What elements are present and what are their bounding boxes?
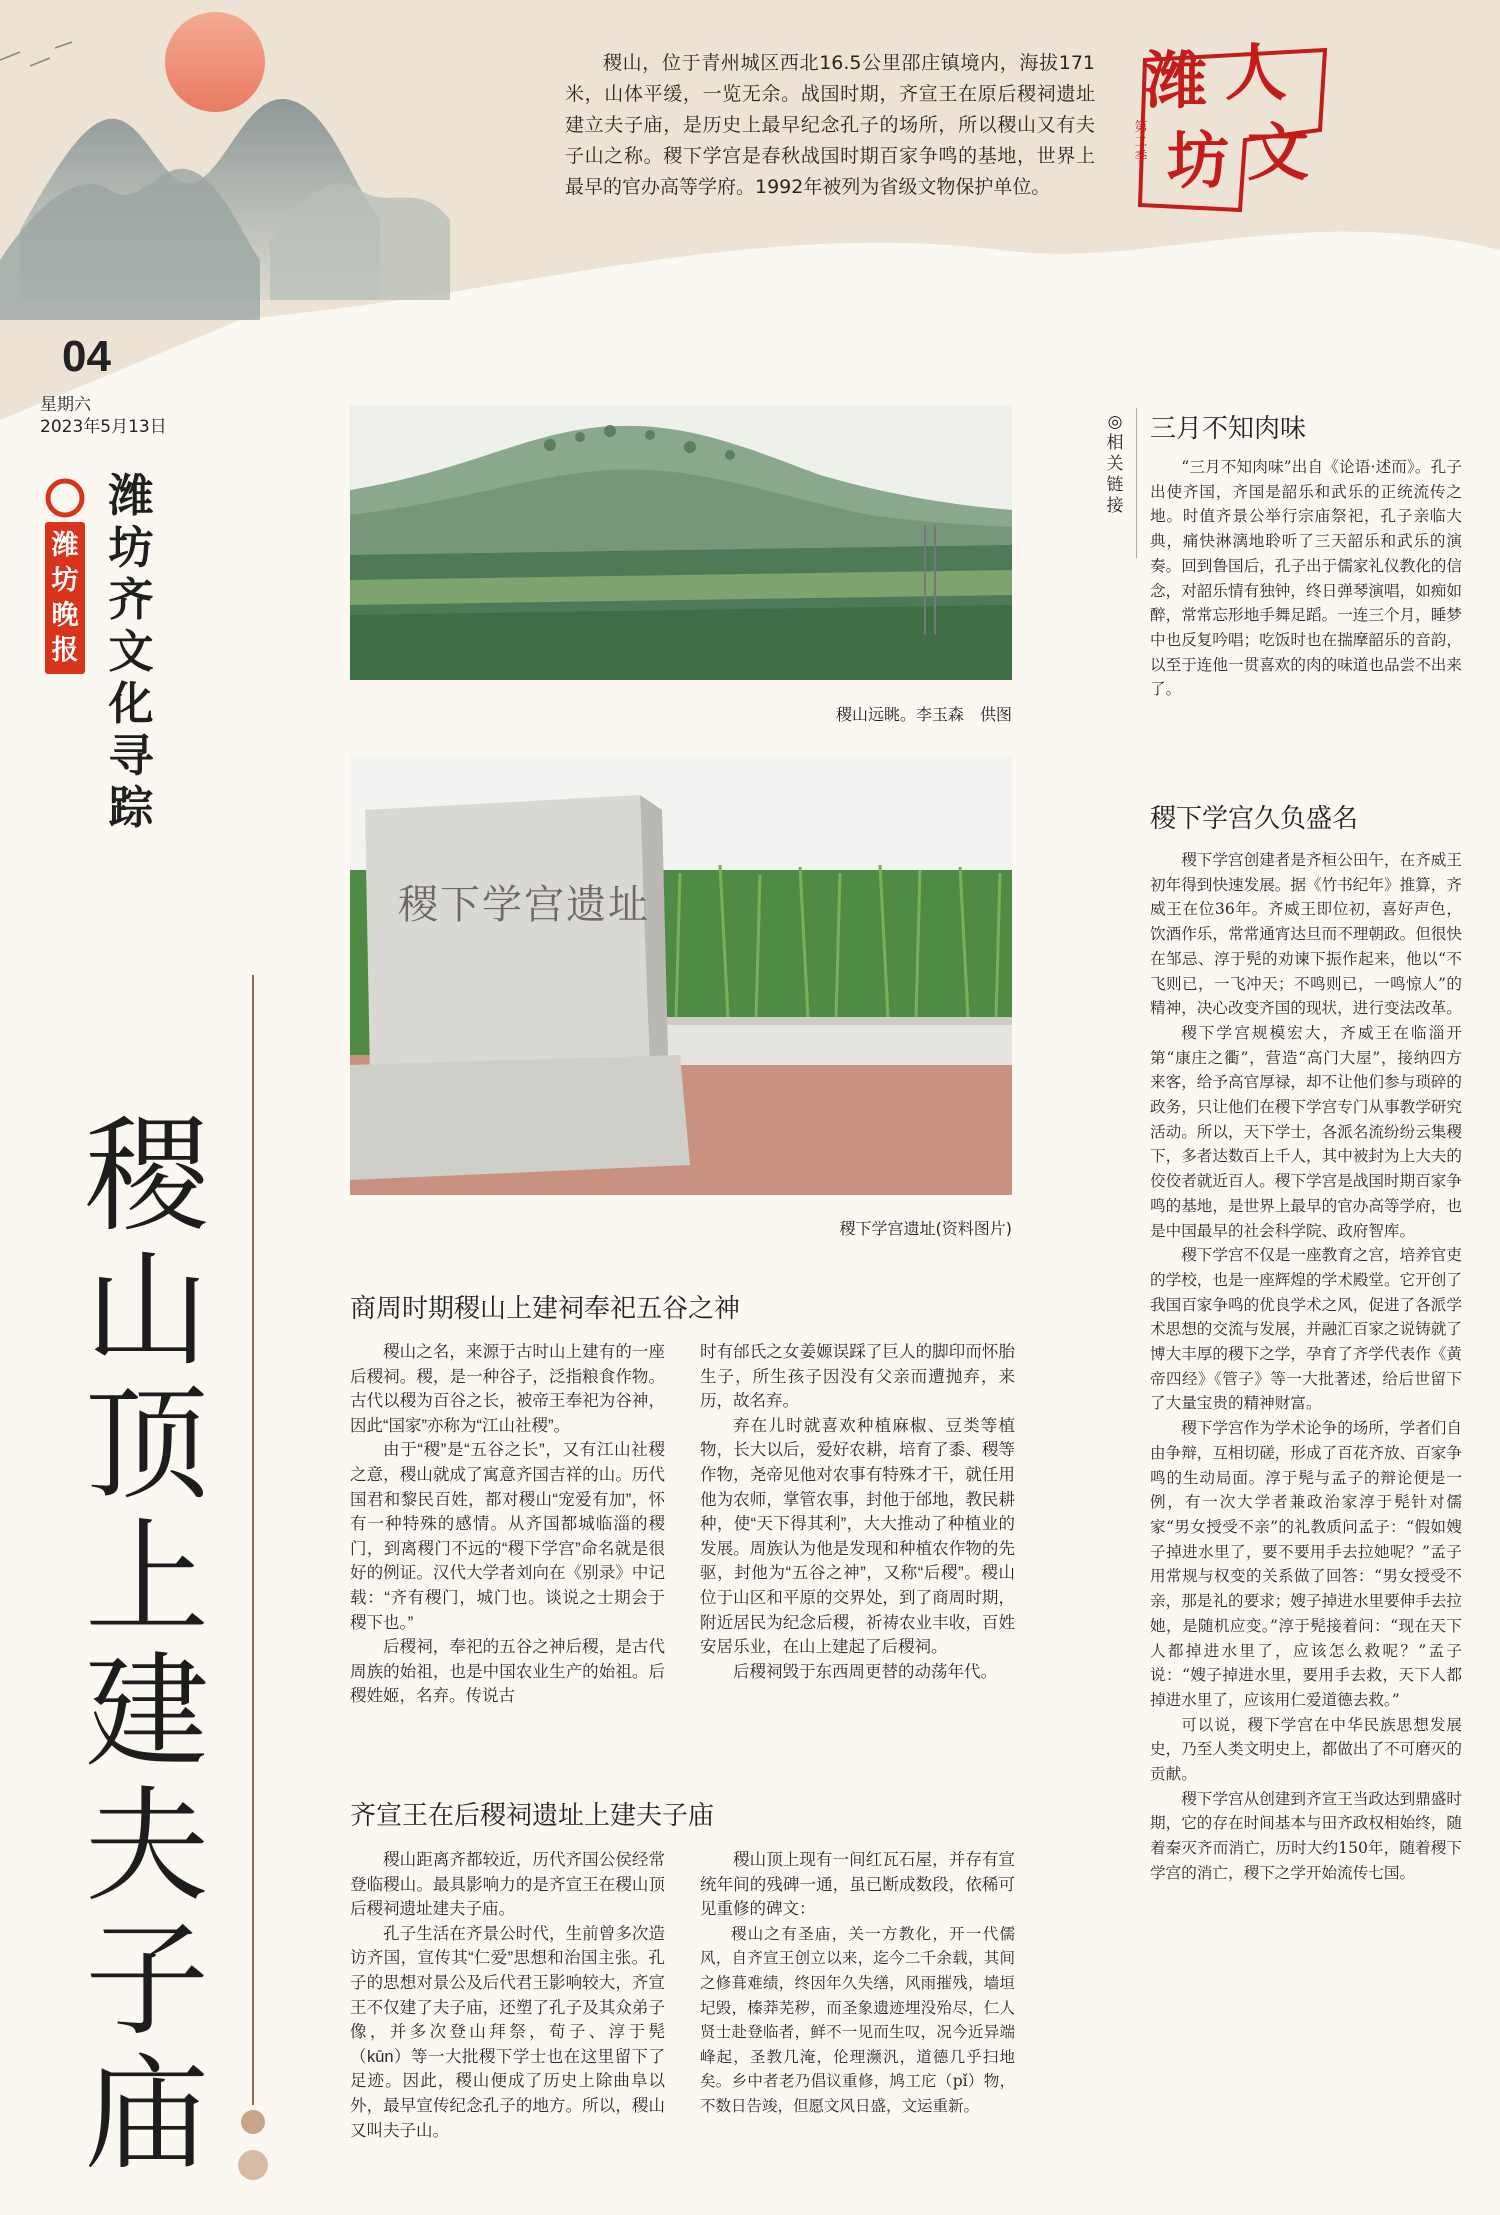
paragraph: 稷山顶上现有一间红瓦石屋，并存有宣统年间的残碑一通，虽已断成数段，依稀可见重修的碑文： <box>700 1851 1015 1919</box>
paragraph-continued: 时有邰氏之女姜嫄误踩了巨人的脚印而怀胎生子，所生孩子因没有父亲而遭抛弃，来历，故名弃。 <box>700 1343 1015 1411</box>
related-links-label: ◎相关链接 <box>1106 412 1124 516</box>
section-2-right-column <box>700 1848 1015 2119</box>
weekday: 星期六 <box>40 395 91 415</box>
paragraph: 后稷祠毁于东西周更替的动荡年代。 <box>733 1662 997 1681</box>
seal-char-wen: 文 <box>1247 116 1310 189</box>
paragraph: 稷下学宫从创建到齐宣王当政达到鼎盛时期，它的存在时间基本与田齐政权相始终，随着秦灭齐而消亡，历时大约150年，随着稷下学宫的消亡，稷下之学开始流传七国。 <box>1150 1789 1462 1882</box>
paragraph: 稷山距离齐都较近，历代齐国公侯经常登临稷山。最具影响力的是齐宣王在稷山顶后稷祠遗址建夫子庙。 <box>350 1851 665 1919</box>
seal-char-ren: 人 <box>1225 36 1288 109</box>
intro-paragraph: 稷山，位于青州城区西北16.5公里邵庄镇境内，海拔171米，山体平缓，一览无余。战国时期，齐宣王在原后稷祠遗址建立夫子庙，是历史上最早纪念孔子的场所，所以稷山又有夫子山之称。稷下学宫是春秋战国时期百家争鸣的基地，世界上最早的官办高等学府。1992年被列为省级文物保护单位。 <box>565 52 1095 198</box>
related-a-body <box>1150 455 1462 702</box>
stone-inscription: 稷下学宫遗址 <box>398 882 650 928</box>
section-title: 潍坊齐文化寻踪 <box>108 469 154 834</box>
page-number: 04 <box>62 332 111 381</box>
seal-char-wei: 潍 <box>1145 44 1208 117</box>
photo-jixia-academy-site <box>350 755 1012 1195</box>
paragraph: 可以说，稷下学宫在中华民族思想发展史，乃至人类文明史上，都做出了不可磨灭的贡献。 <box>1150 1715 1462 1784</box>
paragraph: 后稷祠，奉祀的五谷之神后稷，是古代周族的始祖，也是中国农业生产的始祖。后稷姓姬，名弃。传说古 <box>350 1638 665 1706</box>
paragraph: 稷下学宫创建者是齐桓公田午，在齐威王初年得到快速发展。据《竹书纪年》推算，齐威王在位36年。齐威王即位初，喜好声色，饮酒作乐，常常通宵达旦而不理朝政。但很快在邹忌、淳于髡的劝谏下振作起来，他以“不飞则已，一飞冲天；不鸣则已，一鸣惊人”的精神，决心改变齐国的现状，进行变法改革。 <box>1150 851 1462 1018</box>
vertical-divider <box>252 975 254 2105</box>
column-seal-logo <box>1125 30 1335 220</box>
section-2-title: 齐宣王在后稷祠遗址上建夫子庙 <box>350 1801 715 1831</box>
issue-date: 2023年5月13日 <box>40 417 167 437</box>
paragraph: 弃在儿时就喜欢种植麻椒、豆类等植物，长大以后，爱好农耕，培育了黍、稷等作物，尧帝见他对农事有特殊才干，就任用他为农师，掌管农事，封他于邰地，教民耕种，使“天下得其利”，大大推动了种植业的发展。周族认为他是发现和种植农作物的先驱，封他为“五谷之神”，又称“后稷”。稷山位于山区和平原的交界处，到了商周时期，附近居民为纪念后稷，祈祷农业丰收，百姓安居乐业，在山上建起了后稷祠。 <box>700 1416 1015 1657</box>
photo-caption-2: 稷下学宫遗址(资料图片) <box>839 1219 1012 1238</box>
inscription-quote: 稷山之有圣庙，关一方教化，开一代儒风，自齐宣王创立以来，迄今二千余载，其间之修葺难绩，终因年久失缮，风雨摧残，墙垣圮毁，榛莽芜秽，而圣象遗迹埋没殆尽，仁人贤士赴登临者，鲜不一见而生叹，况今近异端峰起，圣教几淹，伦理濒汎，道德几乎扫地矣。乡中者老乃倡议重修，鸠工庀（pǐ）物，不数日告竣，但愿文风日盛，文运重新。 <box>700 1924 1015 2115</box>
decorative-dot <box>238 2150 268 2180</box>
decorative-dot <box>241 2110 265 2134</box>
section-1-left-column <box>350 1340 665 1709</box>
related-b-body <box>1150 848 1462 1886</box>
section-1-right-column <box>700 1340 1015 1684</box>
seal-season: 第二季 <box>1134 120 1148 165</box>
newspaper-logo-icon <box>45 478 85 518</box>
paragraph: 稷下学宫作为学术论争的场所，学者们自由争辩，互相切磋，形成了百花齐放、百家争鸣的生动局面。淳于髡与孟子的辩论便是一例，有一次大学者兼政治家淳于髡针对儒家“男女授受不亲”的礼教质问孟子：“假如嫂子掉进水里了，要不要用手去拉她呢？”孟子用常规与权变的关系做了回答：“男女授受不亲，那是礼的要求；嫂子掉进水里要伸手去拉她，是随机应变。”淳于髡接着问：“现在天下人都掉进水里了，应该怎么救呢？”孟子说：“嫂子掉进水里，要用手去救，天下人都掉进水里了，应该用仁爱道德去救。” <box>1150 1419 1462 1709</box>
paragraph: 稷下学宫规模宏大，齐威王在临淄开第“康庄之衢”，营造“高门大屋”，接纳四方来客，给予高官厚禄，却不让他们参与琐碎的政务，只让他们在稷下学宫专门从事教学研究活动。所以，天下学士，各派名流纷纷云集稷下，多者达数百上千人，其中被封为上大夫的佼佼者就近百人。稷下学宫是战国时期百家争鸣的基地，是世界上最早的官办高等学府，也是中国最早的社会科学院、政府智库。 <box>1150 1023 1462 1240</box>
paragraph: 孔子生活在齐景公时代，生前曾多次造访齐国，宣传其“仁爱”思想和治国主张。孔子的思想对景公及后代君王影响较大，齐宣王不仅建了夫子庙，还塑了孔子及其众弟子像，并多次登山拜祭，荀子、淳于髡（kūn）等一大批稷下学士也在这里留下了足迹。因此，稷山便成了历史上除曲阜以外，最早宣传纪念孔子的地方。所以，稷山又叫夫子山。 <box>350 1924 665 2140</box>
paragraph: 稷下学宫不仅是一座教育之宫，培养官吏的学校，也是一座辉煌的学术殿堂。它开创了我国百家争鸣的优良学术之风，促进了各派学术思想的交流与发展，并融汇百家之说铸就了博大丰厚的稷下之学，孕育了齐学代表作《黄帝四经》《管子》等一大批著述，给后世留下了大量宝贵的精神财富。 <box>1150 1246 1462 1413</box>
seal-char-fang: 坊 <box>1167 124 1230 197</box>
paragraph: “三月不知肉味”出自《论语·述而》。孔子出使齐国，齐国是韶乐和武乐的正统流传之地。时值齐景公举行宗庙祭祀，孔子亲临大典，痛快淋漓地聆听了三天韶乐和武乐的演奏。回到鲁国后，孔子出于儒家礼仪教化的信念，对韶乐情有独钟，终日弹琴演唱，如痴如醉，常常忘形地手舞足蹈。一连三个月，睡梦中也反复吟唱；吃饭时也在揣摩韶乐的音韵，以至于连他一贯喜欢的肉的味道也品尝不出来了。 <box>1150 458 1462 699</box>
photo-caption-1: 稷山远眺。李玉森 供图 <box>835 705 1012 724</box>
section-1-title: 商周时期稷山上建祠奉祀五谷之神 <box>350 1294 741 1324</box>
paragraph: 由于“稷”是“五谷之长”，又有江山社稷之意，稷山就成了寓意齐国吉祥的山。历代国君和黎民百姓，都对稷山“宠爱有加”，怀有一种特殊的感情。从齐国都城临淄的稷门，到离稷门不远的“稷下学宫”命名就是很好的例证。汉代大学者刘向在《别录》中记载：“齐有稷门，城门也。谈说之士期会于稷下也。” <box>350 1441 665 1632</box>
headline: 稷山顶上建夫子庙 <box>84 1105 209 2187</box>
photo-jishan-view <box>350 405 1012 680</box>
newspaper-name: 潍坊晚报 <box>45 522 85 674</box>
related-a-title: 三月不知肉味 <box>1150 414 1307 444</box>
related-b-title: 稷下学宫久负盛名 <box>1150 804 1359 834</box>
related-rule <box>1136 408 1137 558</box>
paragraph: 稷山之名，来源于古时山上建有的一座后稷祠。稷，是一种谷子，泛指粮食作物。古代以稷为百谷之长，被帝王奉祀为谷神，因此“国家”亦称为“江山社稷”。 <box>350 1343 665 1435</box>
section-2-left-column <box>350 1848 665 2143</box>
